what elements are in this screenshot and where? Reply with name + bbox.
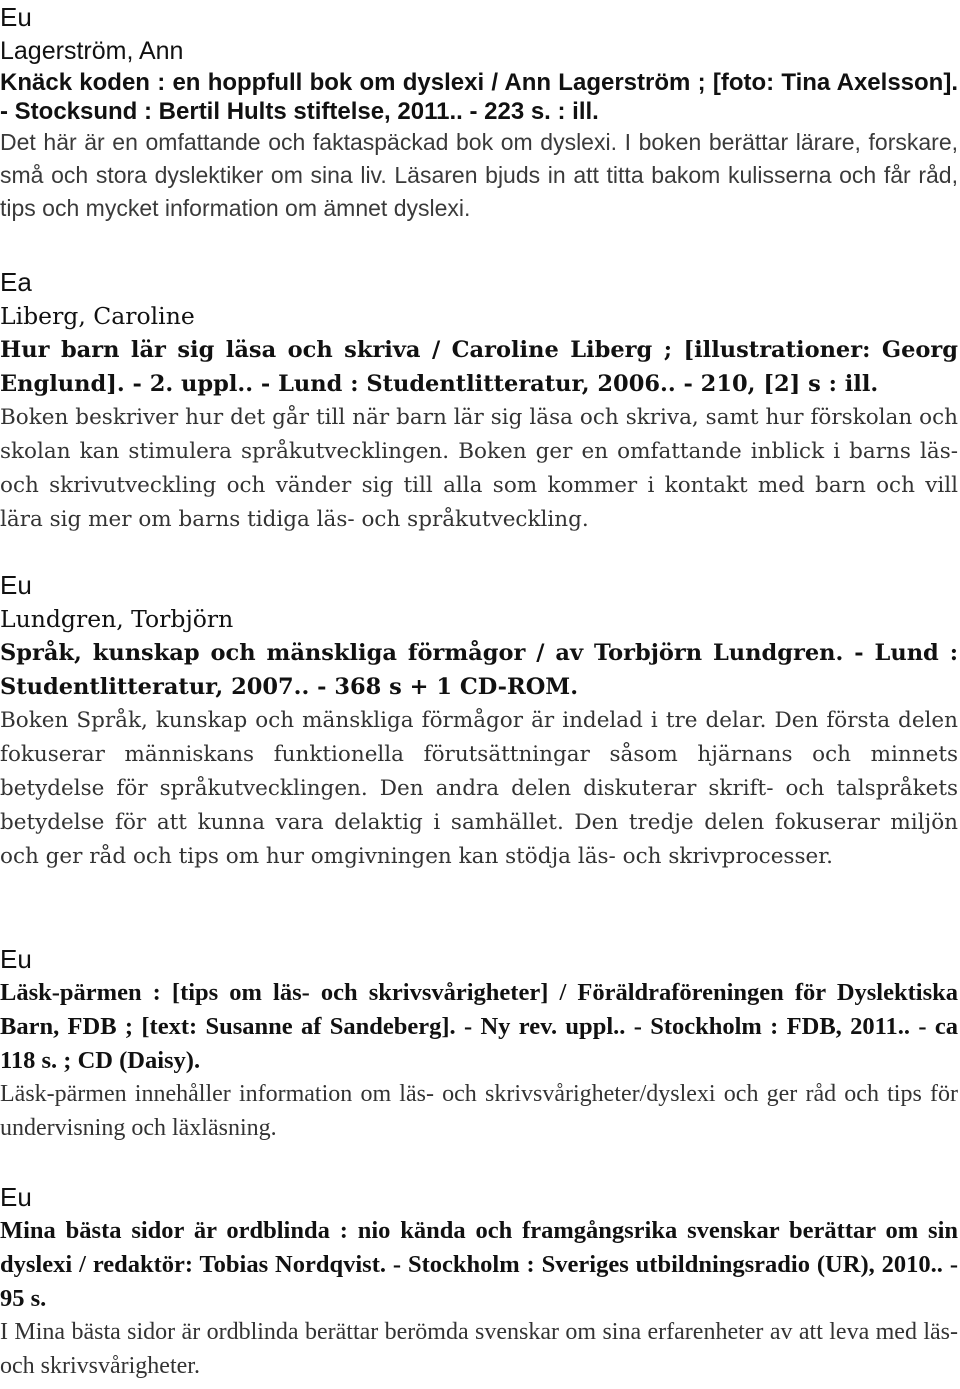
entry-tag: Eu bbox=[0, 570, 32, 600]
entry-description: Det här är en omfattande och faktaspäckad bok om dyslexi. I boken berättar lärare, forskare, små och stora dyslektiker om sina liv. Läsaren bjuds in att titta bakom kulisserna och får råd, tips och mycket information om ämnet dyslexi. bbox=[0, 129, 958, 221]
entry-author: Lagerström, Ann bbox=[0, 37, 184, 65]
entry-description: Läsk-pärmen innehåller information om läs- och skrivsvårigheter/dyslexi och ger råd och tips för undervisning och läxläsning. bbox=[0, 1081, 958, 1141]
entry-title: Knäck koden : en hoppfull bok om dyslexi / Ann Lagerström ; [foto: Tina Axelsson]. - Stocksund : Bertil Hults stiftelse, 2011.. - 223 s. : ill. bbox=[0, 69, 958, 125]
entry-author: Liberg, Caroline bbox=[0, 302, 195, 330]
entry-title: Mina bästa sidor är ordblinda : nio kända och framgångsrika svenskar berättar om sin dyslexi / redaktör: Tobias Nordqvist. - Stockholm : Sveriges utbildningsradio (UR), 2010.. - 95 s. bbox=[0, 1217, 958, 1312]
entry-description: Boken beskriver hur det går till när barn lär sig läsa och skriva, samt hur förskolan och skolan kan stimulera språkutvecklingen. Boken ger en omfattande inblick i barns läs- och skrivutveckling och vänder sig till alla som kommer i kontakt med barn och vill lära sig mer om barns tidiga läs- och språkutveckling. bbox=[0, 405, 958, 532]
entry-tag: Ea bbox=[0, 267, 32, 297]
entry-tag: Eu bbox=[0, 944, 32, 974]
entry-author: Lundgren, Torbjörn bbox=[0, 605, 234, 633]
catalog-entry bbox=[0, 265, 958, 537]
entry-title: Hur barn lär sig läsa och skriva / Caroline Liberg ; [illustrationer: Georg Englund]. - 2. uppl.. - Lund : Studentlitteratur, 2006.. - 210, [2] s : ill. bbox=[0, 337, 958, 397]
entry-description: Boken Språk, kunskap och mänskliga förmågor är indelad i tre delar. Den första delen fokuserar människans funktionella förutsättningar såsom hjärnans och minnets betydelse för språkutvecklingen. Den andra delen diskuterar skrift- och talspråkets betydelse för att kunna vara delaktig i samhället. Den tredje delen fokuserar miljön och ger råd och tips om hur omgivningen kan stödja läs- och skrivprocesser. bbox=[0, 708, 958, 869]
catalog-entry bbox=[0, 1180, 958, 1383]
catalog-entry bbox=[0, 0, 958, 225]
entry-title: Läsk-pärmen : [tips om läs- och skrivsvårigheter] / Föräldraföreningen för Dyslektiska Barn, FDB ; [text: Susanne af Sandeberg]. - Ny rev. uppl.. - Stockholm : FDB, 2011.. - ca 118 s. ; CD (Daisy). bbox=[0, 979, 958, 1074]
entry-description: I Mina bästa sidor är ordblinda berättar berömda svenskar om sina erfarenheter av att leva med läs- och skrivsvårigheter. bbox=[0, 1319, 958, 1379]
entry-tag: Eu bbox=[0, 1182, 32, 1212]
entry-title: Språk, kunskap och mänskliga förmågor / av Torbjörn Lundgren. - Lund : Studentlitteratur, 2007.. - 368 s + 1 CD-ROM. bbox=[0, 640, 958, 700]
catalog-entry bbox=[0, 942, 958, 1145]
entry-tag: Eu bbox=[0, 2, 32, 32]
catalog-entry bbox=[0, 568, 958, 874]
